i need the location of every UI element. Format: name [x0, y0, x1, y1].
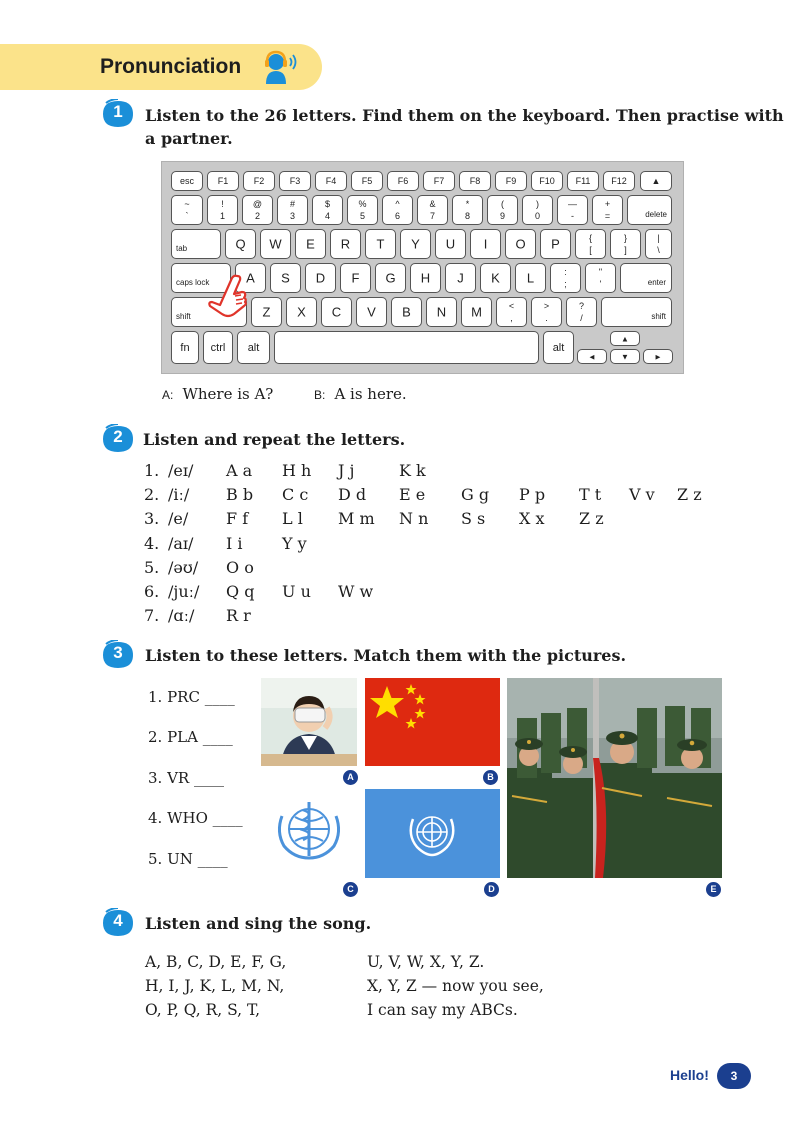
key-z: Z — [251, 297, 282, 327]
picture-label-e: E — [706, 882, 721, 897]
key-backslash: | \ — [645, 229, 672, 259]
key-alt-left: alt — [237, 331, 270, 364]
section-title: Pronunciation — [100, 55, 242, 78]
key-quote: " ' — [585, 263, 616, 293]
key-eject: ▲ — [640, 171, 672, 191]
key-k: K — [480, 263, 511, 293]
key-f5: F5 — [351, 171, 383, 191]
key-f6: F6 — [387, 171, 419, 191]
key-arrow-down: ▼ — [610, 349, 640, 364]
un-flag-image — [365, 789, 500, 878]
key-f: F — [340, 263, 371, 293]
key-c: C — [321, 297, 352, 327]
key-9: ( 9 — [487, 195, 518, 225]
key-f11: F11 — [567, 171, 599, 191]
section-number-badge: 2 — [101, 424, 135, 454]
key-r: R — [330, 229, 361, 259]
key-period: > . — [531, 297, 562, 327]
key-space — [274, 331, 539, 364]
key-equals: + = — [592, 195, 623, 225]
picture-label-d: D — [484, 882, 499, 897]
key-y: Y — [400, 229, 431, 259]
key-g: G — [375, 263, 406, 293]
key-i: I — [470, 229, 501, 259]
key-f7: F7 — [423, 171, 455, 191]
picture-label-b: B — [483, 770, 498, 785]
key-enter: enter — [620, 263, 672, 293]
key-2: @ 2 — [242, 195, 273, 225]
key-fn: fn — [171, 331, 199, 364]
pla-soldiers-photo — [507, 678, 722, 878]
keyboard-illustration — [161, 161, 684, 374]
match-item: 4. WHO ____ — [148, 809, 243, 827]
key-h: H — [410, 263, 441, 293]
key-6: ^ 6 — [382, 195, 413, 225]
key-shift-left: shift — [171, 297, 247, 327]
key-e: E — [295, 229, 326, 259]
key-b: B — [391, 297, 422, 327]
key-f3: F3 — [279, 171, 311, 191]
key-semicolon: : ; — [550, 263, 581, 293]
key-f9: F9 — [495, 171, 527, 191]
key-u: U — [435, 229, 466, 259]
key-f12: F12 — [603, 171, 635, 191]
key-arrow-right: ► — [643, 349, 673, 364]
instruction-text: Listen to these letters. Match them with the pictures. — [145, 646, 627, 665]
pointing-hand-icon — [202, 272, 252, 320]
instruction-text: Listen and repeat the letters. — [143, 430, 406, 449]
china-flag-image — [365, 678, 500, 766]
key-tab: tab — [171, 229, 221, 259]
section-number-badge: 4 — [101, 908, 135, 938]
headset-person-icon — [262, 50, 302, 86]
key-s: S — [270, 263, 301, 293]
key-shift-right: shift — [601, 297, 672, 327]
unit-name: Hello! — [670, 1067, 709, 1083]
key-v: V — [356, 297, 387, 327]
key-f4: F4 — [315, 171, 347, 191]
key-1: ! 1 — [207, 195, 238, 225]
key-arrow-left: ◄ — [577, 349, 607, 364]
key-3: # 3 — [277, 195, 308, 225]
key-d: D — [305, 263, 336, 293]
key-f8: F8 — [459, 171, 491, 191]
key-f1: F1 — [207, 171, 239, 191]
vr-headset-photo — [261, 678, 357, 766]
key-0: ) 0 — [522, 195, 553, 225]
match-item: 2. PLA ____ — [148, 728, 233, 746]
key-l: L — [515, 263, 546, 293]
match-item: 1. PRC ____ — [148, 688, 235, 706]
key-f2: F2 — [243, 171, 275, 191]
key-x: X — [286, 297, 317, 327]
picture-label-c: C — [343, 882, 358, 897]
key-7: & 7 — [417, 195, 448, 225]
section-number-badge: 1 — [101, 99, 135, 129]
match-item: 5. UN ____ — [148, 850, 228, 868]
key-minus: — - — [557, 195, 588, 225]
key-tilde: ~ ` — [171, 195, 203, 225]
key-alt-right: alt — [543, 331, 574, 364]
instruction-text: Listen to the 26 letters. Find them on the keyboard. Then practise with a partner. — [145, 106, 784, 148]
key-bracket-left: { [ — [575, 229, 606, 259]
key-n: N — [426, 297, 457, 327]
key-esc: esc — [171, 171, 203, 191]
key-ctrl: ctrl — [203, 331, 233, 364]
key-5: % 5 — [347, 195, 378, 225]
dialogue-line-b: B: A is here. — [314, 385, 407, 403]
song-lyrics-right: U, V, W, X, Y, Z. X, Y, Z — now you see, I can say my ABCs. — [367, 953, 544, 1019]
key-o: O — [505, 229, 536, 259]
match-item: 3. VR ____ — [148, 769, 224, 787]
key-a: A — [235, 263, 266, 293]
key-m: M — [461, 297, 492, 327]
key-arrow-up: ▲ — [610, 331, 640, 346]
dialogue-line-a: A: Where is A? — [162, 385, 274, 403]
key-comma: < , — [496, 297, 527, 327]
key-caps-lock: caps lock — [171, 263, 231, 293]
section-number-badge: 3 — [101, 640, 135, 670]
key-p: P — [540, 229, 571, 259]
key-f10: F10 — [531, 171, 563, 191]
key-w: W — [260, 229, 291, 259]
who-emblem-image — [270, 798, 348, 864]
song-lyrics-left: A, B, C, D, E, F, G, H, I, J, K, L, M, N, O, P, Q, R, S, T, — [145, 953, 287, 1019]
instruction-text: Listen and sing the song. — [145, 914, 372, 933]
key-4: $ 4 — [312, 195, 343, 225]
key-t: T — [365, 229, 396, 259]
key-j: J — [445, 263, 476, 293]
key-bracket-right: } ] — [610, 229, 641, 259]
key-q: Q — [225, 229, 256, 259]
key-8: * 8 — [452, 195, 483, 225]
key-delete: delete — [627, 195, 672, 225]
picture-label-a: A — [343, 770, 358, 785]
page-number: 3 — [717, 1063, 751, 1089]
key-slash: ? / — [566, 297, 597, 327]
